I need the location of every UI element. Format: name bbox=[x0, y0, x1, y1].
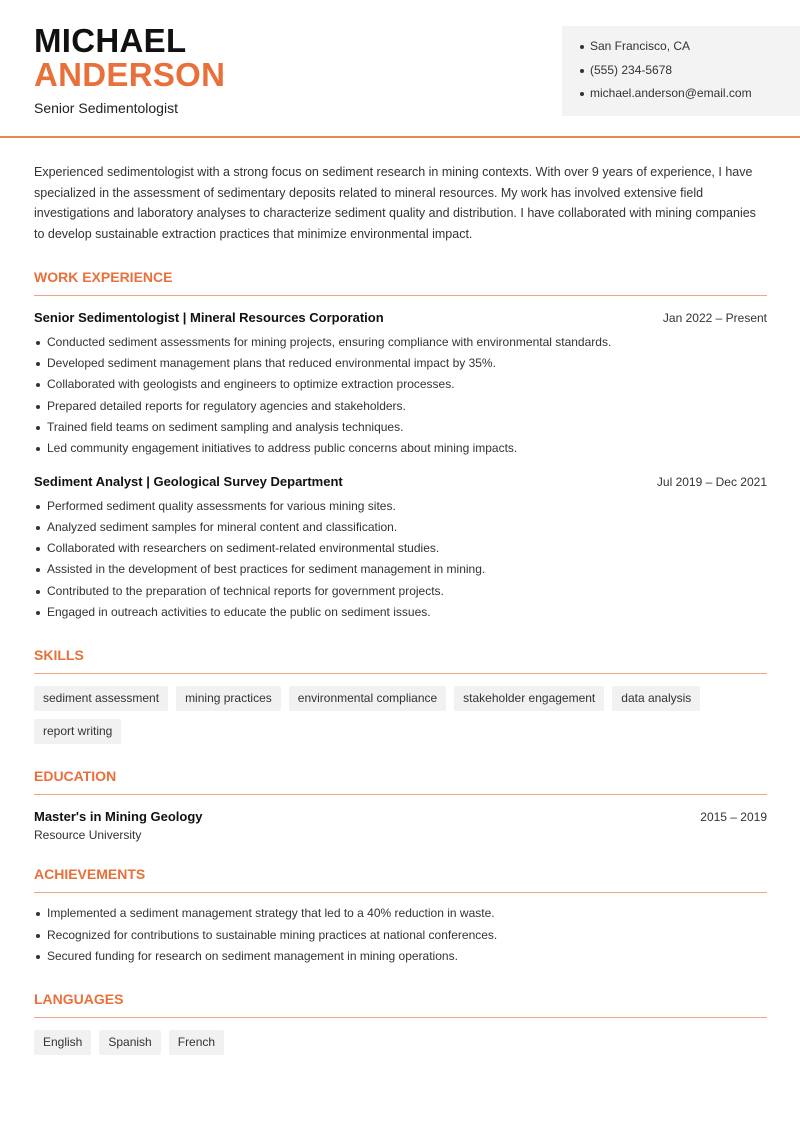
list-item: Developed sediment management plans that reduced environmental impact by 35%. bbox=[34, 353, 767, 374]
section-title: WORK EXPERIENCE bbox=[34, 269, 767, 296]
contact-box bbox=[562, 26, 800, 116]
list-item: Conducted sediment assessments for mining projects, ensuring compliance with environmental standards. bbox=[34, 332, 767, 353]
job-entry-title: Senior Sedimentologist | Mineral Resources Corporation bbox=[34, 309, 384, 325]
list-item: Contributed to the preparation of technical reports for government projects. bbox=[34, 581, 767, 602]
skill-chip: mining practices bbox=[176, 686, 281, 711]
work-experience-section bbox=[34, 269, 767, 624]
job-title: Senior Sedimentologist bbox=[34, 100, 178, 116]
section-title: ACHIEVEMENTS bbox=[34, 866, 767, 893]
school: Resource University bbox=[34, 828, 142, 843]
achievements-section bbox=[34, 866, 767, 967]
languages-section bbox=[34, 991, 767, 1055]
degree: Master's in Mining Geology bbox=[34, 809, 203, 825]
job-entry-title: Sediment Analyst | Geological Survey Department bbox=[34, 473, 343, 489]
skill-chip: stakeholder engagement bbox=[454, 686, 604, 711]
list-item: Collaborated with researchers on sediment-related environmental studies. bbox=[34, 538, 767, 559]
list-item: Collaborated with geologists and engineers to optimize extraction processes. bbox=[34, 374, 767, 395]
list-item: Assisted in the development of best practices for sediment management in mining. bbox=[34, 559, 767, 580]
language-chip: English bbox=[34, 1030, 91, 1055]
skill-chip: report writing bbox=[34, 719, 121, 744]
list-item: Led community engagement initiatives to address public concerns about mining impacts. bbox=[34, 438, 767, 459]
list-item: Analyzed sediment samples for mineral content and classification. bbox=[34, 517, 767, 538]
language-chip: French bbox=[169, 1030, 224, 1055]
list-item: Implemented a sediment management strategy that led to a 40% reduction in waste. bbox=[34, 903, 767, 924]
section-title: SKILLS bbox=[34, 647, 767, 674]
job-entry-date: Jan 2022 – Present bbox=[662, 310, 767, 325]
list-item: Trained field teams on sediment sampling and analysis techniques. bbox=[34, 417, 767, 438]
resume-body bbox=[34, 162, 767, 1055]
skill-chip: sediment assessment bbox=[34, 686, 168, 711]
section-title: EDUCATION bbox=[34, 768, 767, 795]
contact-email: michael.anderson@email.com bbox=[580, 84, 800, 108]
list-item: Performed sediment quality assessments for various mining sites. bbox=[34, 496, 767, 517]
list-item: Recognized for contributions to sustainable mining practices at national conferences. bbox=[34, 925, 767, 946]
job-entry bbox=[34, 474, 767, 624]
resume-header bbox=[0, 0, 800, 138]
skills-section bbox=[34, 647, 767, 744]
first-name: MICHAEL bbox=[34, 22, 187, 59]
contact-phone: (555) 234-5678 bbox=[580, 61, 800, 85]
education-section bbox=[34, 768, 767, 842]
job-entry bbox=[34, 310, 767, 460]
skill-chip: data analysis bbox=[612, 686, 700, 711]
section-title: LANGUAGES bbox=[34, 991, 767, 1018]
list-item: Secured funding for research on sediment management in mining operations. bbox=[34, 946, 767, 967]
candidate-name bbox=[34, 24, 225, 92]
list-item: Engaged in outreach activities to educate the public on sediment issues. bbox=[34, 602, 767, 623]
skill-chip: environmental compliance bbox=[289, 686, 446, 711]
education-date: 2015 – 2019 bbox=[700, 810, 767, 825]
last-name: ANDERSON bbox=[34, 56, 226, 93]
summary: Experienced sedimentologist with a strong focus on sediment research in mining contexts. With over 9 years of experience, I have specialized in the assessment of sedimentary deposits related to mineral resources. My work has involved extensive field investigations and laboratory analyses to characterize sediment quality and distribution. I have collaborated with mining companies to develop sustainable extraction practices that minimize environmental impact. bbox=[34, 165, 756, 242]
job-entry-date: Jul 2019 – Dec 2021 bbox=[656, 474, 767, 489]
contact-location: San Francisco, CA bbox=[580, 37, 800, 61]
language-chip: Spanish bbox=[99, 1030, 160, 1055]
list-item: Prepared detailed reports for regulatory agencies and stakeholders. bbox=[34, 396, 767, 417]
